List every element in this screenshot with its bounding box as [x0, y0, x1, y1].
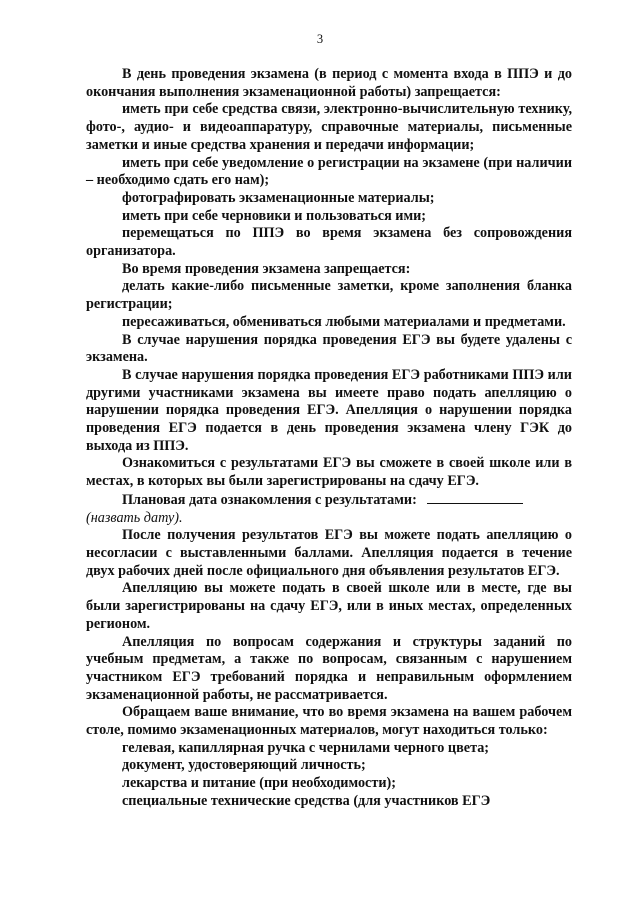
planned-date-note: (назвать дату).	[86, 509, 183, 526]
list-item: лекарства и питание (при необходимости);	[122, 775, 396, 792]
paragraph: После получения результатов ЕГЭ вы можете подать апелляцию о несогласии с выставленными баллами. Апелляция подается в течение двух рабочих дней после официального дня объявления результатов ЕГЭ.	[86, 527, 572, 579]
paragraph: иметь при себе уведомление о регистрации на экзамене (при наличии – необходимо сдать его нам);	[86, 154, 572, 189]
page-number: 3	[316, 32, 324, 46]
paragraph: делать какие-либо письменные заметки, кроме заполнения бланка регистрации;	[86, 278, 572, 313]
document-body	[86, 66, 572, 811]
paragraph: Апелляцию вы можете подать в своей школе или в месте, где вы были зарегистрированы на сдачу ЕГЭ, или в иных местах, определенных регионом.	[86, 580, 572, 632]
paragraph: В случае нарушения порядка проведения ЕГЭ вы будете удалены с экзамена.	[86, 331, 572, 366]
list-item: специальные технические средства (для участников ЕГЭ	[122, 792, 491, 809]
paragraph: В случае нарушения порядка проведения ЕГЭ работниками ППЭ или другими участниками экзамена вы имеете право подать апелляцию о нарушении порядка проведения ЕГЭ. Апелляция о нарушении порядка проведения ЕГЭ подается в день проведения экзамена члену ГЭК до выхода из ППЭ.	[86, 366, 572, 454]
planned-date-line	[86, 491, 572, 510]
paragraph: Обращаем ваше внимание, что во время экзамена на вашем рабочем столе, помимо экзаменационных материалов, могут находиться только:	[86, 704, 572, 739]
paragraph: Ознакомиться с результатами ЕГЭ вы сможете в своей школе или в местах, в которых вы были зарегистрированы на сдачу ЕГЭ.	[86, 455, 572, 490]
paragraph: пересаживаться, обмениваться любыми материалами и предметами.	[122, 313, 566, 330]
paragraph: Апелляция по вопросам содержания и структуры заданий по учебным предметам, а также по вопросам, связанным с нарушением участником ЕГЭ требований порядка и неправильным оформлением экзаменационной работы, не рассматривается.	[86, 633, 572, 703]
paragraph: В день проведения экзамена (в период с момента входа в ППЭ и до окончания выполнения экзаменационной работы) запрещается:	[86, 66, 572, 100]
list-item: документ, удостоверяющий личность;	[122, 757, 366, 774]
paragraph: иметь при себе черновики и пользоваться ими;	[122, 207, 427, 224]
list-item: гелевая, капиллярная ручка с чернилами черного цвета;	[122, 739, 490, 756]
planned-date-label: Плановая дата ознакомления с результатами:	[122, 491, 417, 508]
paragraph: перемещаться по ППЭ во время экзамена без сопровождения организатора.	[86, 225, 572, 260]
paragraph: Во время проведения экзамена запрещается:	[122, 260, 411, 277]
paragraph: фотографировать экзаменационные материалы;	[122, 189, 435, 206]
paragraph: иметь при себе средства связи, электронно-вычислительную технику, фото-, аудио- и видеоаппаратуру, справочные материалы, письменные заметки и иные средства хранения и передачи информации;	[86, 101, 572, 153]
date-blank-line	[427, 491, 523, 504]
